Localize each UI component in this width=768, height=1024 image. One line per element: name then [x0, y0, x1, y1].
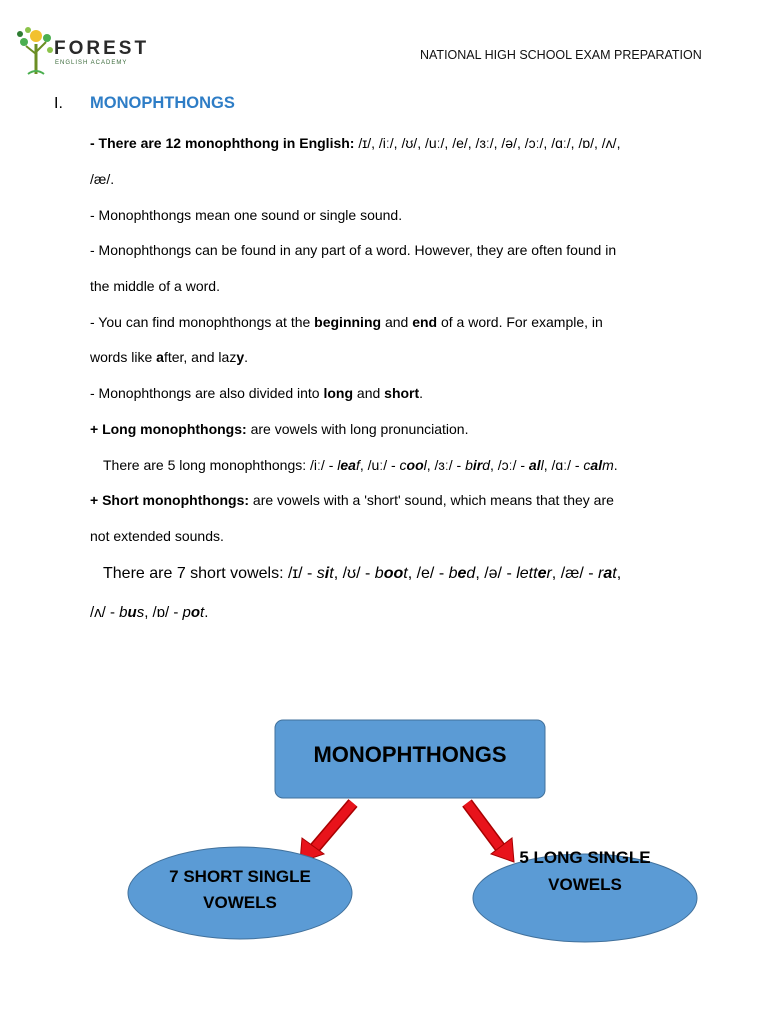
bold-text: end	[412, 314, 438, 330]
bold-text: + Short monophthongs:	[90, 492, 250, 508]
bold-text: a	[156, 349, 164, 365]
example-word: rat	[598, 565, 617, 582]
text-line-12: not extended sounds.	[90, 528, 224, 544]
bold-text: - There are 12 monophthong in English:	[90, 135, 355, 151]
text: , /uː/ -	[359, 457, 400, 473]
bold-text: beginning	[314, 314, 382, 330]
example-word: pot	[182, 604, 205, 621]
text: .	[244, 349, 249, 365]
text: are vowels with a 'short' sound, which means that they are	[249, 492, 614, 508]
text-line-4: - Monophthongs can be found in any part of a word. However, they are often found in	[90, 242, 617, 258]
example-word: calm	[583, 457, 614, 473]
text-line-10	[103, 457, 618, 473]
example-word: sit	[316, 565, 334, 582]
text: and	[353, 385, 385, 401]
example-word: bed	[448, 565, 476, 582]
text-line-13	[103, 565, 621, 583]
forest-logo	[14, 24, 150, 80]
example-word: letter	[516, 565, 552, 582]
right-oval-line-1: 5 LONG SINGLE	[519, 848, 651, 867]
bold-text: long	[323, 385, 354, 401]
text: of a word. For example, in	[437, 314, 603, 330]
text-line-7	[90, 349, 248, 365]
text: words like	[90, 349, 157, 365]
text: , /ɜː/ -	[426, 457, 466, 473]
example-word: all	[528, 457, 544, 473]
text: and	[381, 314, 413, 330]
text: .	[204, 604, 209, 621]
bold-text: short	[384, 385, 420, 401]
tree-logo-icon	[14, 24, 54, 80]
left-oval-line-2: VOWELS	[203, 893, 277, 912]
example-word: bird	[465, 457, 491, 473]
monophthongs-diagram	[120, 710, 710, 960]
text: .	[613, 457, 618, 473]
text: , /ɒ/ -	[144, 604, 183, 621]
text: fter, and laz	[163, 349, 237, 365]
text-line-14	[90, 604, 208, 621]
right-oval-line-2: VOWELS	[548, 875, 622, 894]
text: , /ɔː/ -	[490, 457, 529, 473]
text: There are 7 short vowels: /ɪ/ -	[103, 565, 317, 582]
right-arrow	[467, 803, 514, 862]
logo-subtitle: ENGLISH ACADEMY	[55, 60, 128, 66]
section-title: MONOPHTHONGS	[90, 94, 235, 112]
example-word: leaf	[337, 457, 360, 473]
text: /ɪ/, /iː/, /ʊ/, /uː/, /e/, /ɜː/, /ə/, /ɔː/, /ɑː/, /ɒ/, /ʌ/,	[354, 135, 621, 151]
bold-text: + Long monophthongs:	[90, 421, 247, 437]
text: , /ɑː/ -	[543, 457, 584, 473]
section-number: I.	[54, 95, 63, 112]
text-line-3: - Monophthongs mean one sound or single sound.	[90, 207, 403, 223]
text-line-5: the middle of a word.	[90, 278, 220, 294]
left-arrow	[300, 803, 353, 862]
header-title: NATIONAL HIGH SCHOOL EXAM PREPARATION	[420, 48, 702, 62]
text-line-9	[90, 421, 468, 437]
text: - You can find monophthongs at the	[90, 314, 315, 330]
text-line-6	[90, 314, 603, 330]
text: There are 5 long monophthongs: /iː/ -	[103, 457, 338, 473]
text: , /æ/ -	[551, 565, 599, 582]
text: , /ə/ -	[475, 565, 517, 582]
text: , /ʊ/ -	[333, 565, 375, 582]
top-box-label: MONOPHTHONGS	[313, 742, 507, 767]
text: , /e/ -	[407, 565, 449, 582]
text: .	[419, 385, 424, 401]
text-line-8	[90, 385, 423, 401]
text-line-2: /æ/.	[90, 171, 115, 187]
example-word: cool	[399, 457, 427, 473]
logo-name: FOREST	[54, 38, 150, 59]
example-word: bus	[119, 604, 145, 621]
text-line-1	[90, 135, 620, 151]
text: are vowels with long pronunciation.	[246, 421, 469, 437]
text: - Monophthongs are also divided into	[90, 385, 324, 401]
right-oval	[473, 854, 697, 942]
text: /ʌ/ -	[90, 604, 120, 621]
left-oval-line-1: 7 SHORT SINGLE	[169, 867, 311, 886]
example-word: boot	[374, 565, 408, 582]
bold-text: y	[236, 349, 245, 365]
text: ,	[616, 565, 622, 582]
text-line-11	[90, 492, 614, 508]
